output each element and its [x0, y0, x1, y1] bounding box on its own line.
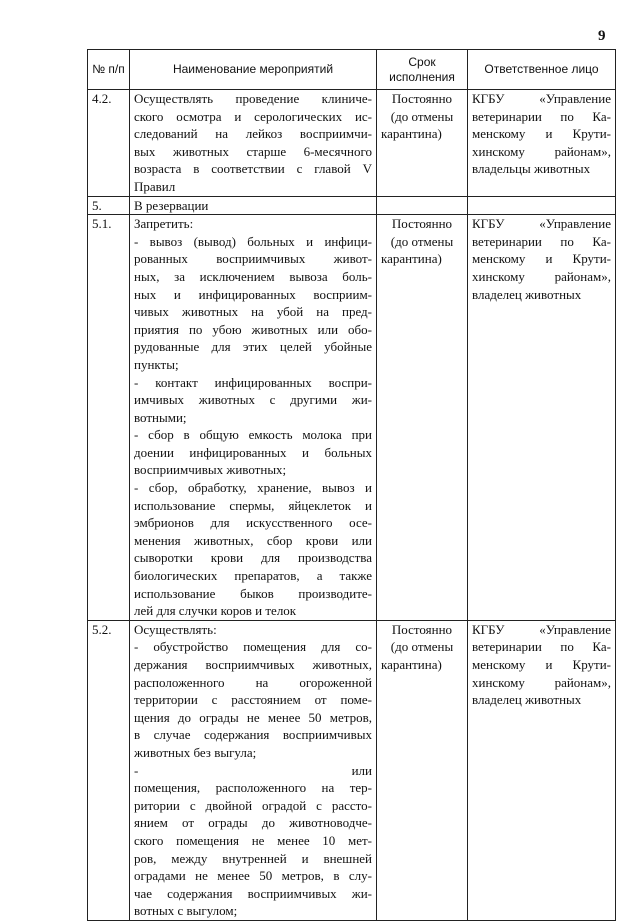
- responsible-text: [468, 90, 616, 197]
- term-text-line: (до отмены: [390, 108, 454, 124]
- table-row: [88, 620, 616, 920]
- row-number: 5.: [88, 196, 130, 215]
- header-term: Срок исполнения: [377, 50, 468, 90]
- page-number: 9: [598, 28, 606, 44]
- responsible-text-line: владельцы животных: [472, 161, 591, 177]
- responsible-text-line: ветеринарии по Ка-: [472, 639, 611, 655]
- measure-text-line: чивых животных на убой на пред-: [134, 304, 372, 320]
- term-text-line: Постоянно: [391, 621, 453, 637]
- measure-text-line: сыворотки крови для производства: [134, 550, 372, 566]
- measure-text-line: пункты;: [134, 356, 179, 372]
- row-number: 5.1.: [88, 215, 130, 621]
- term-text: [377, 620, 468, 920]
- measure-text-line: - контакт инфицированных воспри-: [134, 374, 372, 390]
- responsible-text-line: владелец животных: [472, 286, 582, 302]
- measure-text-line: территории с расстоянием от поме-: [134, 692, 372, 708]
- measure-text-line: животных без выгула;: [134, 744, 257, 760]
- measure-text-line: - вывоз (вывод) больных и инфици-: [134, 233, 372, 249]
- term-text-line: Постоянно: [391, 91, 453, 106]
- measure-text: [130, 215, 377, 621]
- measure-text-line: - или: [134, 762, 372, 778]
- responsible-text-line: КГБУ «Управление: [472, 621, 611, 637]
- measure-text-line: возраста в соответствии с главой V: [134, 161, 372, 177]
- table-row: [88, 215, 616, 621]
- responsible-text: [468, 215, 616, 621]
- header-name: Наименование мероприятий: [130, 50, 377, 90]
- measure-text-line: вых животных старше 6-месячного: [134, 143, 372, 159]
- measures-table: [87, 49, 616, 921]
- responsible-text-line: менскому и Крути-: [472, 251, 611, 267]
- measure-text-line: помещения, расположенного на тер-: [134, 780, 372, 796]
- table-header-row: [88, 50, 616, 90]
- responsible-text-line: хинскому районам»,: [472, 268, 611, 284]
- measure-text-line: ров, между внутренней и внешней: [134, 850, 372, 866]
- row-number: 5.2.: [88, 620, 130, 920]
- row-number: 4.2.: [88, 90, 130, 197]
- measure-text-line: ского осмотра и серологических ис-: [134, 108, 372, 124]
- measure-text-line: ского помещения не менее 10 мет-: [134, 832, 372, 848]
- measure-text-line: - сбор в общую емкость молока при: [134, 427, 372, 443]
- term-text-line: карантина): [381, 126, 442, 142]
- measure-text-line: ных, за исключением вывоза боль-: [134, 268, 372, 284]
- measure-text-line: Осуществлять проведение клиниче-: [134, 91, 372, 106]
- measure-text-line: В резервации: [134, 197, 209, 213]
- table-row: [88, 196, 616, 215]
- measure-text: [130, 620, 377, 920]
- term-text-line: карантина): [381, 251, 442, 267]
- term-text-line: Постоянно: [391, 216, 453, 232]
- term-text: [377, 90, 468, 197]
- measure-text-line: - сбор, обработку, хранение, вывоз и: [134, 480, 372, 496]
- measure-text-line: менения животных, сбор крови или: [134, 532, 372, 548]
- responsible-text-line: хинскому районам»,: [472, 143, 611, 159]
- measure-text: [130, 90, 377, 197]
- measure-text-line: эмбрионов для искусственного осе-: [134, 515, 372, 531]
- measure-text-line: ных и инфицированных восприим-: [134, 286, 372, 302]
- measure-text-line: Запретить:: [134, 216, 194, 232]
- term-text: [377, 196, 468, 215]
- measure-text-line: приятия по убою животных или обо-: [134, 321, 372, 337]
- term-text-line: карантина): [381, 657, 442, 672]
- measure-text-line: следований на лейкоз восприимчи-: [134, 126, 372, 142]
- responsible-text-line: КГБУ «Управление: [472, 216, 611, 232]
- measure-text-line: чае содержания восприимчивых жи-: [134, 885, 372, 901]
- responsible-text-line: менскому и Крути-: [472, 126, 611, 142]
- measure-text-line: ритории с двойной оградой с рассто-: [134, 797, 372, 813]
- measure-text-line: имчивых животных с другими жи-: [134, 392, 372, 408]
- responsible-text-line: менскому и Крути-: [472, 657, 611, 672]
- measure-text-line: янием от ограды до животноводче-: [134, 815, 372, 831]
- responsible-text-line: КГБУ «Управление: [472, 91, 611, 106]
- measure-text-line: рованных восприимчивых живот-: [134, 251, 372, 267]
- measure-text: [130, 196, 377, 215]
- table-row: [88, 90, 616, 197]
- measure-text-line: рудованные для этих целей убойные: [134, 339, 372, 355]
- measure-text-line: лей для случки коров и телок: [134, 603, 297, 619]
- measure-text-line: оградами не менее 50 метров, в слу-: [134, 868, 372, 884]
- measure-text-line: в случае содержания восприимчивых: [134, 727, 372, 743]
- header-num: № п/п: [88, 50, 130, 90]
- measure-text-line: Правил: [134, 178, 176, 194]
- measure-text-line: - обустройство помещения для со-: [134, 639, 372, 655]
- header-responsible: Ответственное лицо: [468, 50, 616, 90]
- responsible-text-line: ветеринарии по Ка-: [472, 108, 611, 124]
- term-text-line: (до отмены: [390, 233, 454, 249]
- responsible-text: [468, 196, 616, 215]
- term-text-line: (до отмены: [390, 639, 454, 655]
- measure-text-line: держания восприимчивых животных,: [134, 657, 372, 672]
- measure-text-line: вотными;: [134, 409, 187, 425]
- measure-text-line: доении инфицированных и больных: [134, 444, 372, 460]
- responsible-text: [468, 620, 616, 920]
- measure-text-line: расположенного на огороженной: [134, 674, 372, 690]
- term-text: [377, 215, 468, 621]
- responsible-text-line: владелец животных: [472, 692, 582, 708]
- responsible-text-line: хинскому районам»,: [472, 674, 611, 690]
- measure-text-line: восприимчивых животных;: [134, 462, 287, 478]
- measure-text-line: биологических препаратов, а также: [134, 568, 372, 584]
- measure-text-line: использование спермы, яйцеклеток и: [134, 497, 372, 513]
- responsible-text-line: ветеринарии по Ка-: [472, 233, 611, 249]
- measure-text-line: Осуществлять:: [134, 621, 217, 637]
- measure-text-line: щения до ограды не менее 50 метров,: [134, 709, 372, 725]
- measure-text-line: использование быков производите-: [134, 585, 372, 601]
- measure-text-line: вотных с выгулом;: [134, 903, 238, 919]
